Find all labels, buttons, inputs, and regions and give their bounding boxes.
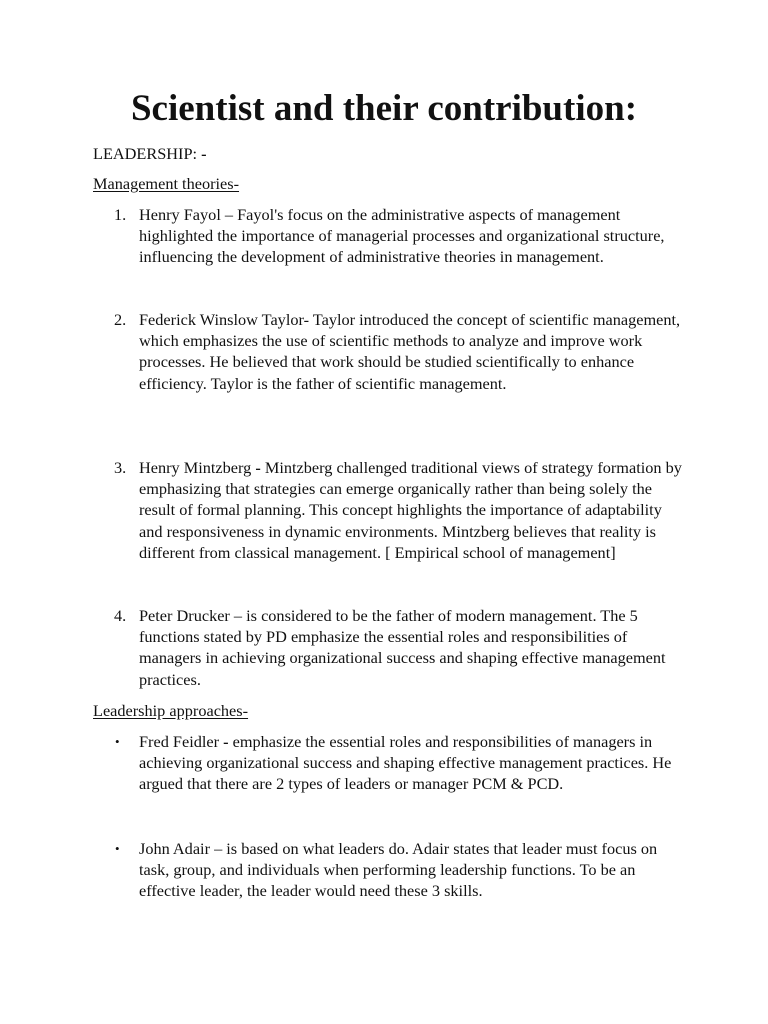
page-title: Scientist and their contribution: [130, 88, 638, 129]
list-item-taylor: Federick Winslow Taylor- Taylor introduced the concept of scientific management, which emphasizes the use of scientific methods to analyze and improve work processes. He believed that work should be studied scientifically to enhance efficiency. Taylor is the father of scientific management. [139, 310, 681, 393]
section-label-dash: - [201, 144, 207, 163]
list-item-mintzberg [139, 457, 684, 563]
list-item-fayol: Henry Fayol – Fayol's focus on the administrative aspects of management highlighted the importance of managerial processes and organizational structure, influencing the development of administrative theories in management. [139, 205, 665, 267]
section-label [93, 143, 207, 164]
list-item-name: Fred Feidler [139, 732, 224, 751]
list-number: 4. [114, 606, 127, 625]
list-item-name: Henry Mintzberg [139, 458, 256, 477]
list-item-drucker: Peter Drucker – is considered to be the father of modern management. The 5 functions stated by PD emphasize the essential roles and responsibilities of managers in achieving organizational success and shaping effective management practices. [139, 606, 666, 689]
section-label-text: LEADERSHIP: [93, 144, 198, 163]
leadership-approaches-heading: Leadership approaches- [93, 701, 249, 720]
list-item-text: Mintzberg challenged traditional views of strategy formation by emphasizing that strategies can emerge organically rather than being solely the result of formal planning. This concept highlights the importance of adaptability and responsiveness in dynamic environments. Mintzberg believes that reality is different from classical management. [ Empirical school of management] [139, 458, 682, 562]
list-item-dash: - [255, 458, 261, 477]
bullet-icon: • [115, 841, 120, 856]
list-number: 3. [114, 458, 127, 477]
list-item-adair: John Adair – is based on what leaders do. Adair states that leader must focus on task, group, and individuals when performing leadership functions. To be an effective leader, the leader would need these 3 skills. [139, 839, 658, 901]
list-item-dash: - [223, 732, 229, 751]
list-item-feidler [139, 731, 684, 795]
list-number: 2. [114, 310, 127, 329]
bullet-icon: • [115, 734, 120, 749]
management-theories-heading: Management theories- [93, 174, 240, 193]
list-item-text: emphasize the essential roles and responsibilities of managers in achieving organizational success and shaping effective management practices. He argued that there are 2 types of leaders or manager PCM & PCD. [139, 732, 672, 794]
list-number: 1. [114, 205, 127, 224]
